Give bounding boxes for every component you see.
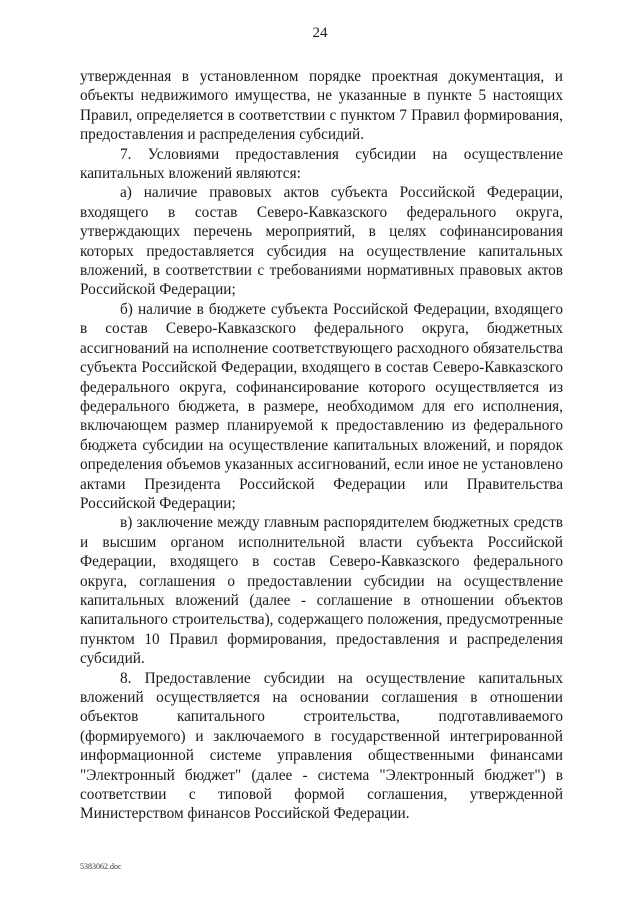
paragraph-continuation: утвержденная в установленном порядке проектная документация, и объекты недвижимого имущества, не указанные в пункте 5 настоящих Правил, определяется в соответствии с пунктом 7 Правил формирования, предоставления и распределения субсидий.	[80, 68, 563, 144]
paragraph-clause-7v: в) заключение между главным распорядителем бюджетных средств и высшим органом исполнительной власти субъекта Российской Федерации, входящего в состав Северо-Кавказского федерального округа, соглашения о предоставлении субсидии на осуществление капитальных вложений (далее - соглашение в отношении объектов капитального строительства), содержащего положения, предусмотренные пунктом 10 Правил формирования, предоставления и распределения субсидий.	[80, 514, 563, 668]
document-body	[80, 67, 563, 824]
paragraph-clause-7: 7. Условиями предоставления субсидии на осуществление капитальных вложений являются:	[80, 145, 563, 183]
paragraph-clause-8: 8. Предоставление субсидии на осуществление капитальных вложений осуществляется на основании соглашения в отношении объектов капитального строительства, подготавливаемого (формируемого) и заключаемого в государственной интегрированной информационной системе управления общественными финансами "Электронный бюджет" (далее - система "Электронный бюджет") в соответствии с типовой формой соглашения, утвержденной Министерством финансов Российской Федерации.	[80, 669, 563, 823]
document-filename: 5383062.doc	[80, 862, 122, 871]
page-number: 24	[312, 25, 328, 41]
paragraph-clause-7b: б) наличие в бюджете субъекта Российской Федерации, входящего в состав Северо-Кавказского федерального округа, бюджетных ассигнований на исполнение соответствующего расходного обязательства субъекта Российской Федерации, входящего в состав Северо-Кавказского федерального округа, софинансирование которого осуществляется из федерального бюджета, в размере, необходимом для его исполнения, включающем размер планируемой к предоставлению из федерального бюджета субсидии на осуществление капитальных вложений, и порядок определения объемов указанных ассигнований, если иное не установлено актами Президента Российской Федерации или Правительства Российской Федерации;	[80, 300, 563, 512]
paragraph-clause-7a: а) наличие правовых актов субъекта Российской Федерации, входящего в состав Северо-Кавказского федерального округа, утверждающих перечень мероприятий, в целях софинансирования которых предоставляется субсидия на осуществление капитальных вложений, в соответствии с требованиями нормативных правовых актов Российской Федерации;	[80, 184, 563, 299]
